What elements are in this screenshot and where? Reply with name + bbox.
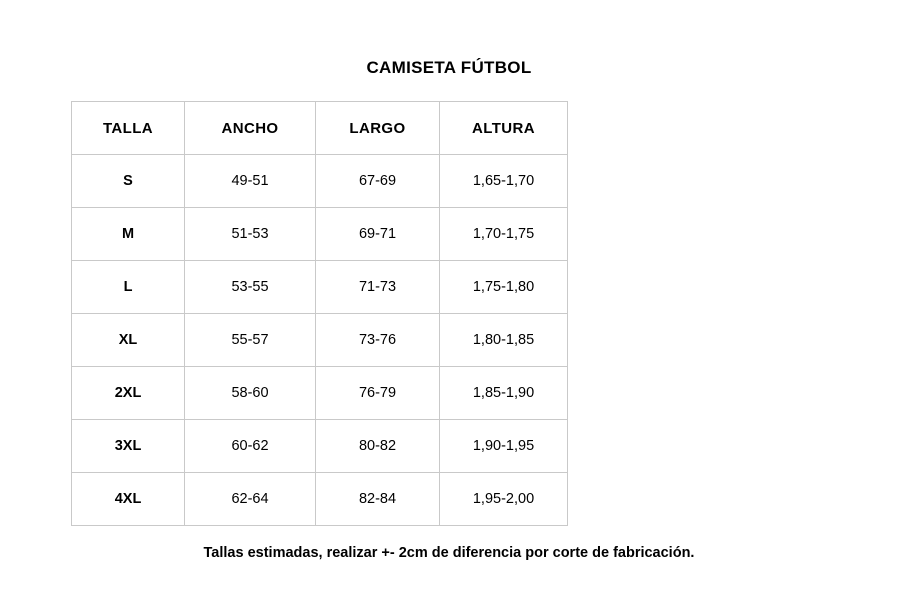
cell-altura: 1,85-1,90 bbox=[440, 367, 568, 420]
cell-largo: 82-84 bbox=[316, 473, 440, 526]
cell-ancho: 58-60 bbox=[185, 367, 316, 420]
page-title: CAMISETA FÚTBOL bbox=[366, 58, 532, 77]
table-row bbox=[72, 208, 568, 261]
cell-ancho: 55-57 bbox=[185, 314, 316, 367]
cell-ancho: 51-53 bbox=[185, 208, 316, 261]
cell-ancho: 49-51 bbox=[185, 155, 316, 208]
cell-largo: 76-79 bbox=[316, 367, 440, 420]
table-row bbox=[72, 155, 568, 208]
cell-ancho: 53-55 bbox=[185, 261, 316, 314]
table-row bbox=[72, 367, 568, 420]
table-header bbox=[72, 102, 568, 155]
cell-altura: 1,75-1,80 bbox=[440, 261, 568, 314]
cell-altura: 1,90-1,95 bbox=[440, 420, 568, 473]
cell-altura: 1,80-1,85 bbox=[440, 314, 568, 367]
column-header-talla: TALLA bbox=[72, 102, 185, 155]
cell-largo: 80-82 bbox=[316, 420, 440, 473]
cell-talla: S bbox=[72, 155, 185, 208]
cell-talla: XL bbox=[72, 314, 185, 367]
size-table-container bbox=[71, 101, 567, 526]
column-header-ancho: ANCHO bbox=[185, 102, 316, 155]
table-row bbox=[72, 261, 568, 314]
cell-largo: 69-71 bbox=[316, 208, 440, 261]
cell-talla: M bbox=[72, 208, 185, 261]
table-row bbox=[72, 420, 568, 473]
table-row bbox=[72, 314, 568, 367]
cell-talla: 3XL bbox=[72, 420, 185, 473]
column-header-largo: LARGO bbox=[316, 102, 440, 155]
cell-largo: 71-73 bbox=[316, 261, 440, 314]
cell-largo: 73-76 bbox=[316, 314, 440, 367]
table-row bbox=[72, 473, 568, 526]
cell-talla: 2XL bbox=[72, 367, 185, 420]
cell-ancho: 62-64 bbox=[185, 473, 316, 526]
cell-ancho: 60-62 bbox=[185, 420, 316, 473]
cell-altura: 1,65-1,70 bbox=[440, 155, 568, 208]
column-header-altura: ALTURA bbox=[440, 102, 568, 155]
cell-altura: 1,70-1,75 bbox=[440, 208, 568, 261]
cell-largo: 67-69 bbox=[316, 155, 440, 208]
cell-talla: 4XL bbox=[72, 473, 185, 526]
table-body bbox=[72, 155, 568, 526]
cell-altura: 1,95-2,00 bbox=[440, 473, 568, 526]
footnote-text: Tallas estimadas, realizar +- 2cm de diferencia por corte de fabricación. bbox=[203, 545, 695, 561]
cell-talla: L bbox=[72, 261, 185, 314]
size-table bbox=[71, 101, 568, 526]
table-header-row bbox=[72, 102, 568, 155]
